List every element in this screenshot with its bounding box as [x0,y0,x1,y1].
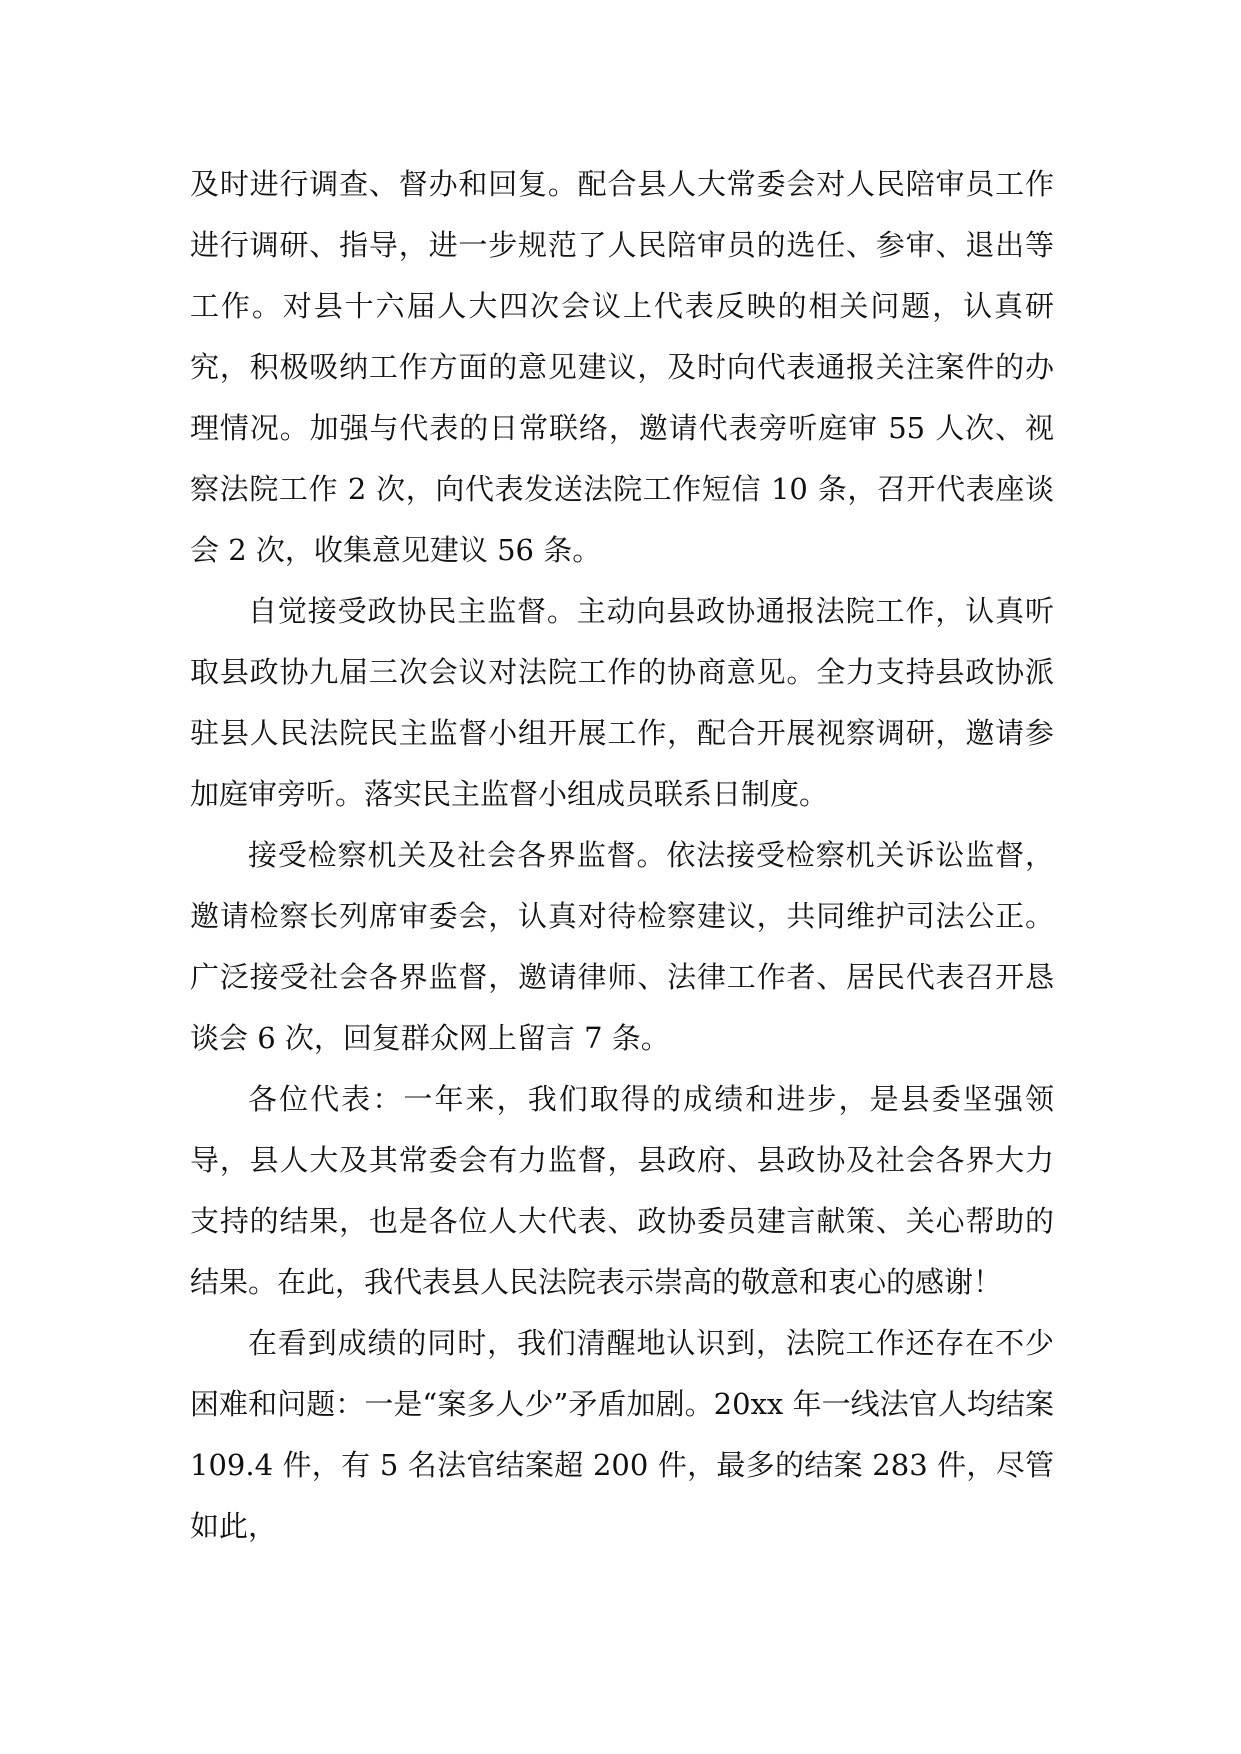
paragraph-1: 及时进行调查、督办和回复。配合县人大常委会对人民陪审员工作进行调研、指导，进一步规范了人民陪审员的选任、参审、退出等工作。对县十六届人大四次会议上代表反映的相关问题，认真研究，积极吸纳工作方面的意见建议，及时向代表通报关注案件的办理情况。加强与代表的日常联络，邀请代表旁听庭审 55 人次、视察法院工作 2 次，向代表发送法院工作短信 10 条，召开代表座谈会 2 次，收集意见建议 56 条。 [190,167,1054,567]
paragraph-3: 接受检察机关及社会各界监督。依法接受检察机关诉讼监督，邀请检察长列席审委会，认真对待检察建议，共同维护司法公正。广泛接受社会各界监督，邀请律师、法律工作者、居民代表召开恳谈会 6 次，回复群众网上留言 7 条。 [190,838,1054,1055]
paragraph-5: 在看到成绩的同时，我们清醒地认识到，法院工作还存在不少困难和问题：一是“案多人少”矛盾加剧。20xx 年一线法官人均结案 109.4 件，有 5 名法官结案超 200 件，最多的结案 283 件，尽管如此， [190,1326,1054,1543]
paragraph-2: 自觉接受政协民主监督。主动向县政协通报法院工作，认真听取县政协九届三次会议对法院工作的协商意见。全力支持县政协派驻县人民法院民主监督小组开展工作，配合开展视察调研，邀请参加庭审旁听。落实民主监督小组成员联系日制度。 [190,594,1054,811]
body-text [190,154,1054,1557]
paragraph-4: 各位代表：一年来，我们取得的成绩和进步，是县委坚强领导，县人大及其常委会有力监督，县政府、县政协及社会各界大力支持的结果，也是各位人大代表、政协委员建言献策、关心帮助的结果。在此，我代表县人民法院表示崇高的敬意和衷心的感谢！ [190,1082,1054,1299]
